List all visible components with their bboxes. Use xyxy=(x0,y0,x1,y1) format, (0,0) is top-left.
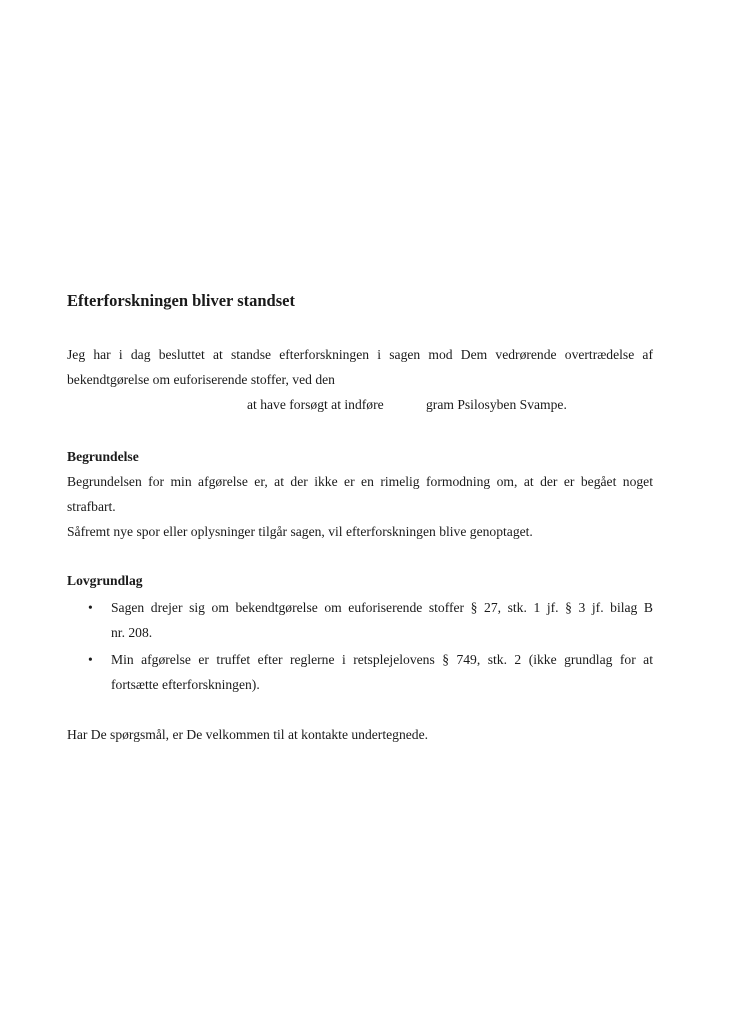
intro-line-3-part-1: at have forsøgt at indføre xyxy=(247,397,384,412)
begrundelse-heading: Begrundelse xyxy=(67,449,139,464)
document-title: Efterforskningen bliver standset xyxy=(67,291,295,310)
intro-paragraph xyxy=(67,342,653,412)
intro-line-2: bekendtgørelse om euforiserende stoffer, ved den xyxy=(67,372,335,387)
lovgrundlag-heading: Lovgrundlag xyxy=(67,573,143,588)
intro-line-1: Jeg har i dag besluttet at standse efterforskningen i sagen mod Dem vedrørende overtrædelse af xyxy=(67,347,653,362)
intro-line-3-part-2: gram Psilosyben Svampe. xyxy=(426,397,567,412)
begrundelse-line-3: Såfremt nye spor eller oplysninger tilgår sagen, vil efterforskningen blive genoptaget. xyxy=(67,524,533,539)
bullet-icon: • xyxy=(88,600,93,615)
begrundelse-paragraph xyxy=(67,469,653,544)
begrundelse-line-1: Begrundelsen for min afgørelse er, at der ikke er en rimelig formodning om, at der er begået noget xyxy=(67,474,653,489)
list-item xyxy=(67,595,653,645)
list-item-line-1: Min afgørelse er truffet efter reglerne i retsplejelovens § 749, stk. 2 (ikke grundlag for at xyxy=(111,652,653,667)
list-item-line-2: fortsætte efterforskningen). xyxy=(111,677,260,692)
list-item xyxy=(67,647,653,697)
lovgrundlag-list xyxy=(67,595,653,699)
list-item-line-1: Sagen drejer sig om bekendtgørelse om euforiserende stoffer § 27, stk. 1 jf. § 3 jf. bilag B xyxy=(111,600,653,615)
list-item-line-2: nr. 208. xyxy=(111,625,153,640)
begrundelse-line-2: strafbart. xyxy=(67,499,116,514)
closing-paragraph: Har De spørgsmål, er De velkommen til at kontakte undertegnede. xyxy=(67,727,429,742)
bullet-icon: • xyxy=(88,652,93,667)
